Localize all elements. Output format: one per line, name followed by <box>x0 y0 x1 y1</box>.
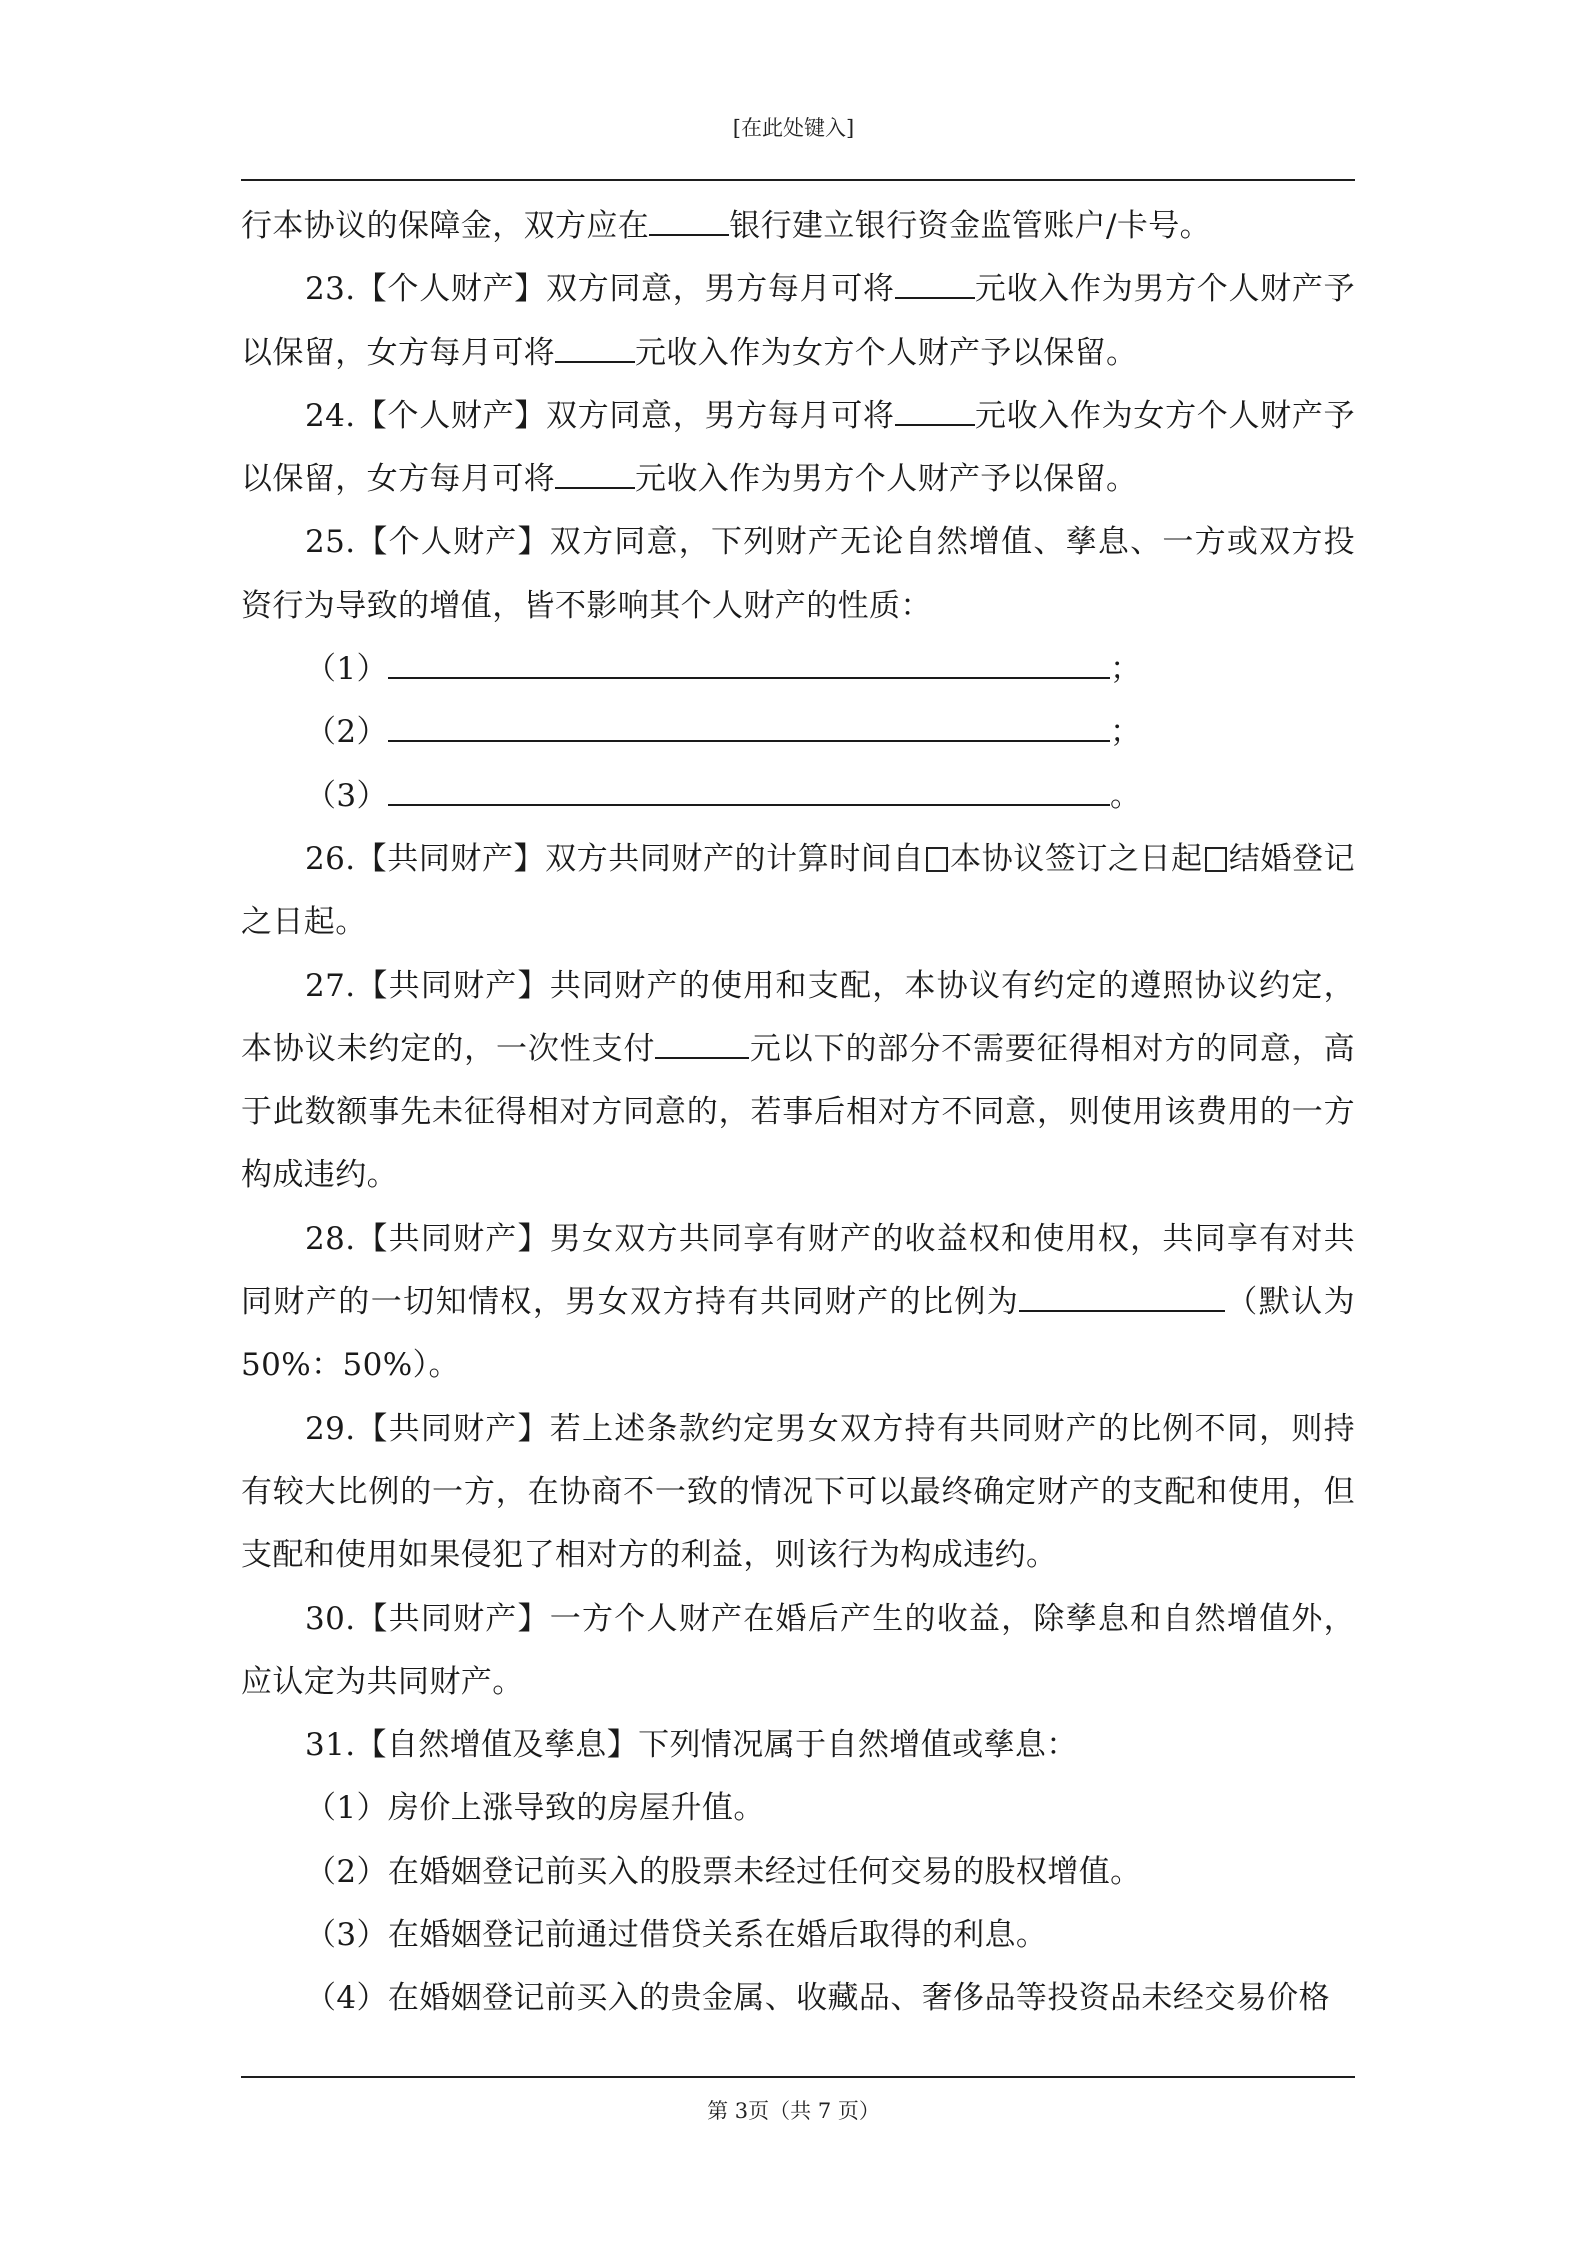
page-header: [在此处键入] <box>732 116 855 140</box>
text-segment: 行本协议的保障金，双方应在 <box>241 208 650 244</box>
clause-31-item-3: （3）在婚姻登记前通过借贷关系在婚后取得的利息。 <box>305 1917 1048 1954</box>
clause-31: 31.【自然增值及孳息】下列情况属于自然增值或孳息： <box>305 1727 1078 1764</box>
item-punct: ； <box>1109 714 1142 751</box>
fill-blank[interactable] <box>555 453 635 489</box>
clause-29: 29.【共同财产】若上述条款约定男女双方持有共同财产的比例不同，则持有较大比例的一方，在协商不一致的情况下可以最终确定财产的支配和使用，但支配和使用如果侵犯了相对方的利益，则该行为构成违约。 <box>241 1410 1355 1574</box>
text-segment: 结婚登记之日起。 <box>241 840 1356 941</box>
clause-31-item-1: （1）房价上涨导致的房屋升值。 <box>305 1790 765 1827</box>
fill-blank[interactable] <box>388 770 1110 806</box>
checkbox-marriage-date[interactable] <box>1205 847 1227 872</box>
document-body <box>241 195 1355 2031</box>
item-number: （2） <box>305 714 388 751</box>
clause-25-item-1 <box>241 638 1355 701</box>
text-segment: 26.【共同财产】双方共同财产的计算时间自 <box>305 840 924 877</box>
clause-26 <box>241 828 1355 955</box>
text-segment: 28.【共同财产】男女双方共同享有财产的收益权和使用权，共同享有对共同财产的一切知情权，男女双方持有共同财产的比例为 <box>241 1220 1355 1321</box>
page-footer: 第 3页（共 7 页） <box>707 2099 880 2123</box>
clause-25-item-2 <box>241 701 1355 764</box>
text-segment: 元收入作为男方个人财产予以保留。 <box>635 461 1138 498</box>
text-segment: 银行建立银行资金监管账户/卡号。 <box>729 208 1212 244</box>
text-segment: 本协议签订之日起 <box>949 840 1203 877</box>
fill-blank[interactable] <box>388 706 1110 742</box>
text-segment: 元收入作为女方个人财产予以保留，女方每月可将 <box>241 397 1355 498</box>
text-segment: 27.【共同财产】共同财产的使用和支配，本协议有约定的遵照协议约定，本协议未约定的，一次性支付 <box>241 967 1355 1067</box>
clause-28 <box>241 1208 1355 1398</box>
text-segment: 元收入作为男方个人财产予以保留，女方每月可将 <box>241 271 1355 371</box>
fill-blank[interactable] <box>895 263 975 299</box>
fill-blank[interactable] <box>1019 1276 1225 1312</box>
clause-27 <box>241 955 1355 1208</box>
clause-24 <box>241 385 1355 512</box>
fill-blank[interactable] <box>655 1023 749 1059</box>
clause-23 <box>241 258 1355 385</box>
text-segment: 23.【个人财产】双方同意，男方每月可将 <box>305 271 895 308</box>
clause-30: 30.【共同财产】一方个人财产在婚后产生的收益，除孳息和自然增值外，应认定为共同财产。 <box>241 1600 1355 1700</box>
clause-25-item-3 <box>241 765 1355 828</box>
text-segment: 24.【个人财产】双方同意，男方每月可将 <box>305 397 895 434</box>
text-segment: 元以下的部分不需要征得相对方的同意，高于此数额事先未征得相对方同意的，若事后相对方不同意，则使用该费用的一方构成违约。 <box>241 1030 1355 1194</box>
fill-blank[interactable] <box>388 643 1110 679</box>
clause-25: 25.【个人财产】双方同意，下列财产无论自然增值、孳息、一方或双方投资行为导致的增值，皆不影响其个人财产的性质： <box>241 524 1355 624</box>
header-divider <box>241 179 1355 181</box>
text-segment: 元收入作为女方个人财产予以保留。 <box>635 334 1138 371</box>
clause-31-item-4: （4）在婚姻登记前买入的贵金属、收藏品、奢侈品等投资品未经交易价格 <box>305 1980 1330 2017</box>
paragraph-continuation <box>241 195 1355 258</box>
fill-blank[interactable] <box>649 200 729 236</box>
text-segment: （默认为50%：50%）。 <box>241 1284 1355 1384</box>
item-punct: ； <box>1109 651 1142 688</box>
clause-31-item-2: （2）在婚姻登记前买入的股票未经过任何交易的股权增值。 <box>305 1853 1142 1890</box>
fill-blank[interactable] <box>895 390 975 426</box>
item-number: （3） <box>305 777 388 814</box>
footer-divider <box>241 2076 1355 2078</box>
fill-blank[interactable] <box>555 327 635 363</box>
item-number: （1） <box>305 651 388 688</box>
item-punct: 。 <box>1109 777 1142 814</box>
checkbox-signing-date[interactable] <box>926 847 948 872</box>
